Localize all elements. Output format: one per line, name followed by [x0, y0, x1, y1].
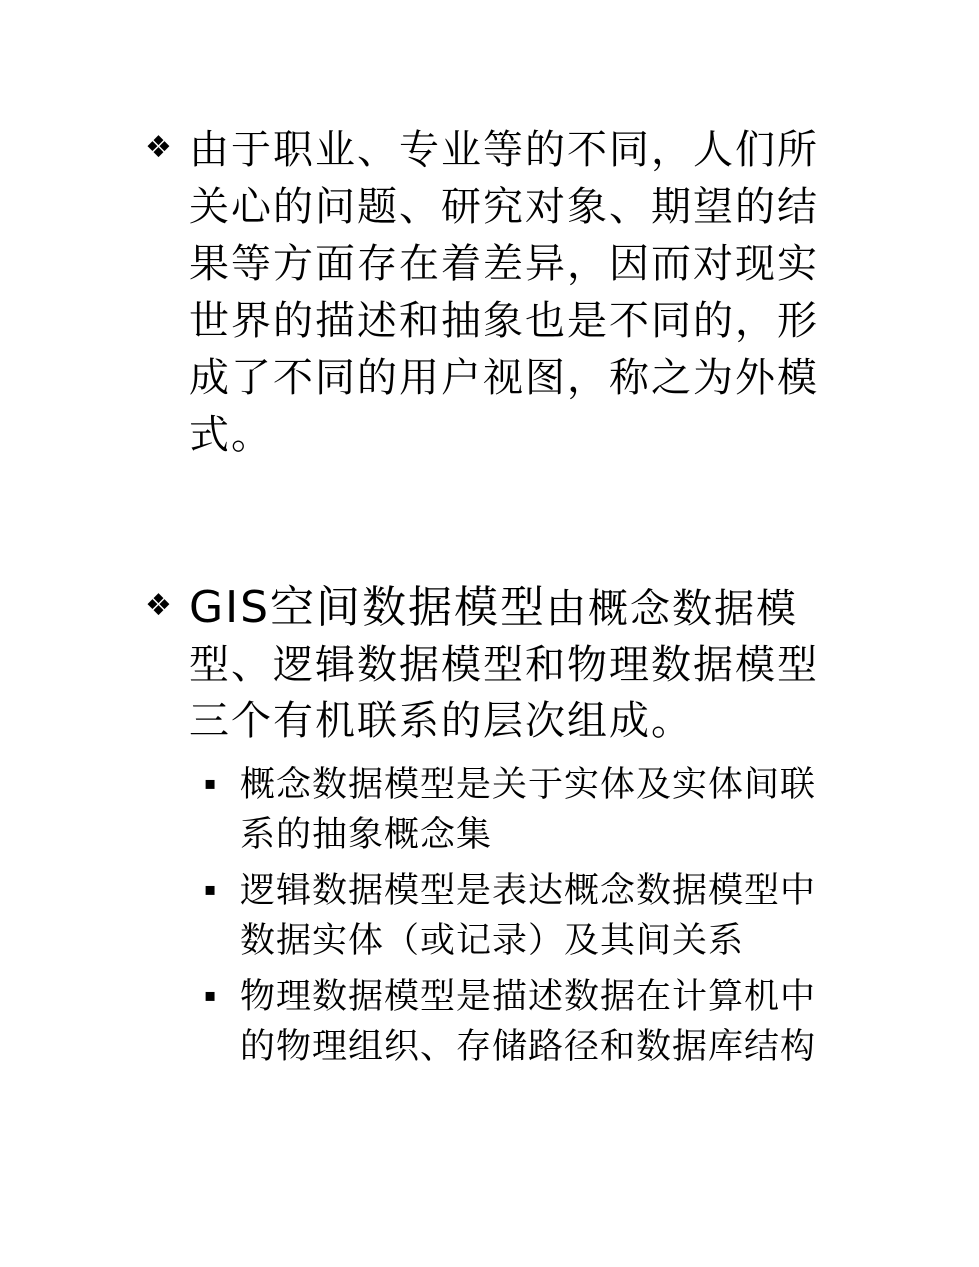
bullet-paragraph-external-schema: [145, 122, 835, 464]
list-item-text: 物理数据模型是描述数据在计算机中的物理组织、存储路径和数据库结构: [240, 977, 817, 1067]
list-item: [200, 972, 840, 1072]
list-item-text: 概念数据模型是关于实体及实体间联系的抽象概念集: [240, 765, 817, 855]
diamond-bullet-icon: ❖: [145, 130, 172, 165]
list-item: [200, 760, 840, 860]
square-bullet-icon: ▪: [204, 773, 217, 794]
diamond-bullet-icon: ❖: [145, 588, 172, 623]
list-item-text: 逻辑数据模型是表达概念数据模型中数据实体（或记录）及其间关系: [240, 871, 817, 961]
gis-model-heading: GIS空间数据模型: [189, 582, 547, 633]
paragraph-external-schema: 由于职业、专业等的不同，人们所关心的问题、研究对象、期望的结果等方面存在着差异，因而对现实世界的描述和抽象也是不同的，形成了不同的用户视图，称之为外模式。: [189, 127, 819, 458]
gis-model-text: 由概念数据模型、逻辑数据模型和物理数据模型三个有机联系的层次组成。: [189, 586, 819, 744]
sub-bullet-list: [200, 760, 840, 1078]
paragraph-gis-data-model: [189, 580, 835, 749]
bullet-paragraph-gis-data-model: [145, 580, 835, 749]
square-bullet-icon: ▪: [204, 985, 217, 1006]
square-bullet-icon: ▪: [204, 879, 217, 900]
list-item: [200, 866, 840, 966]
